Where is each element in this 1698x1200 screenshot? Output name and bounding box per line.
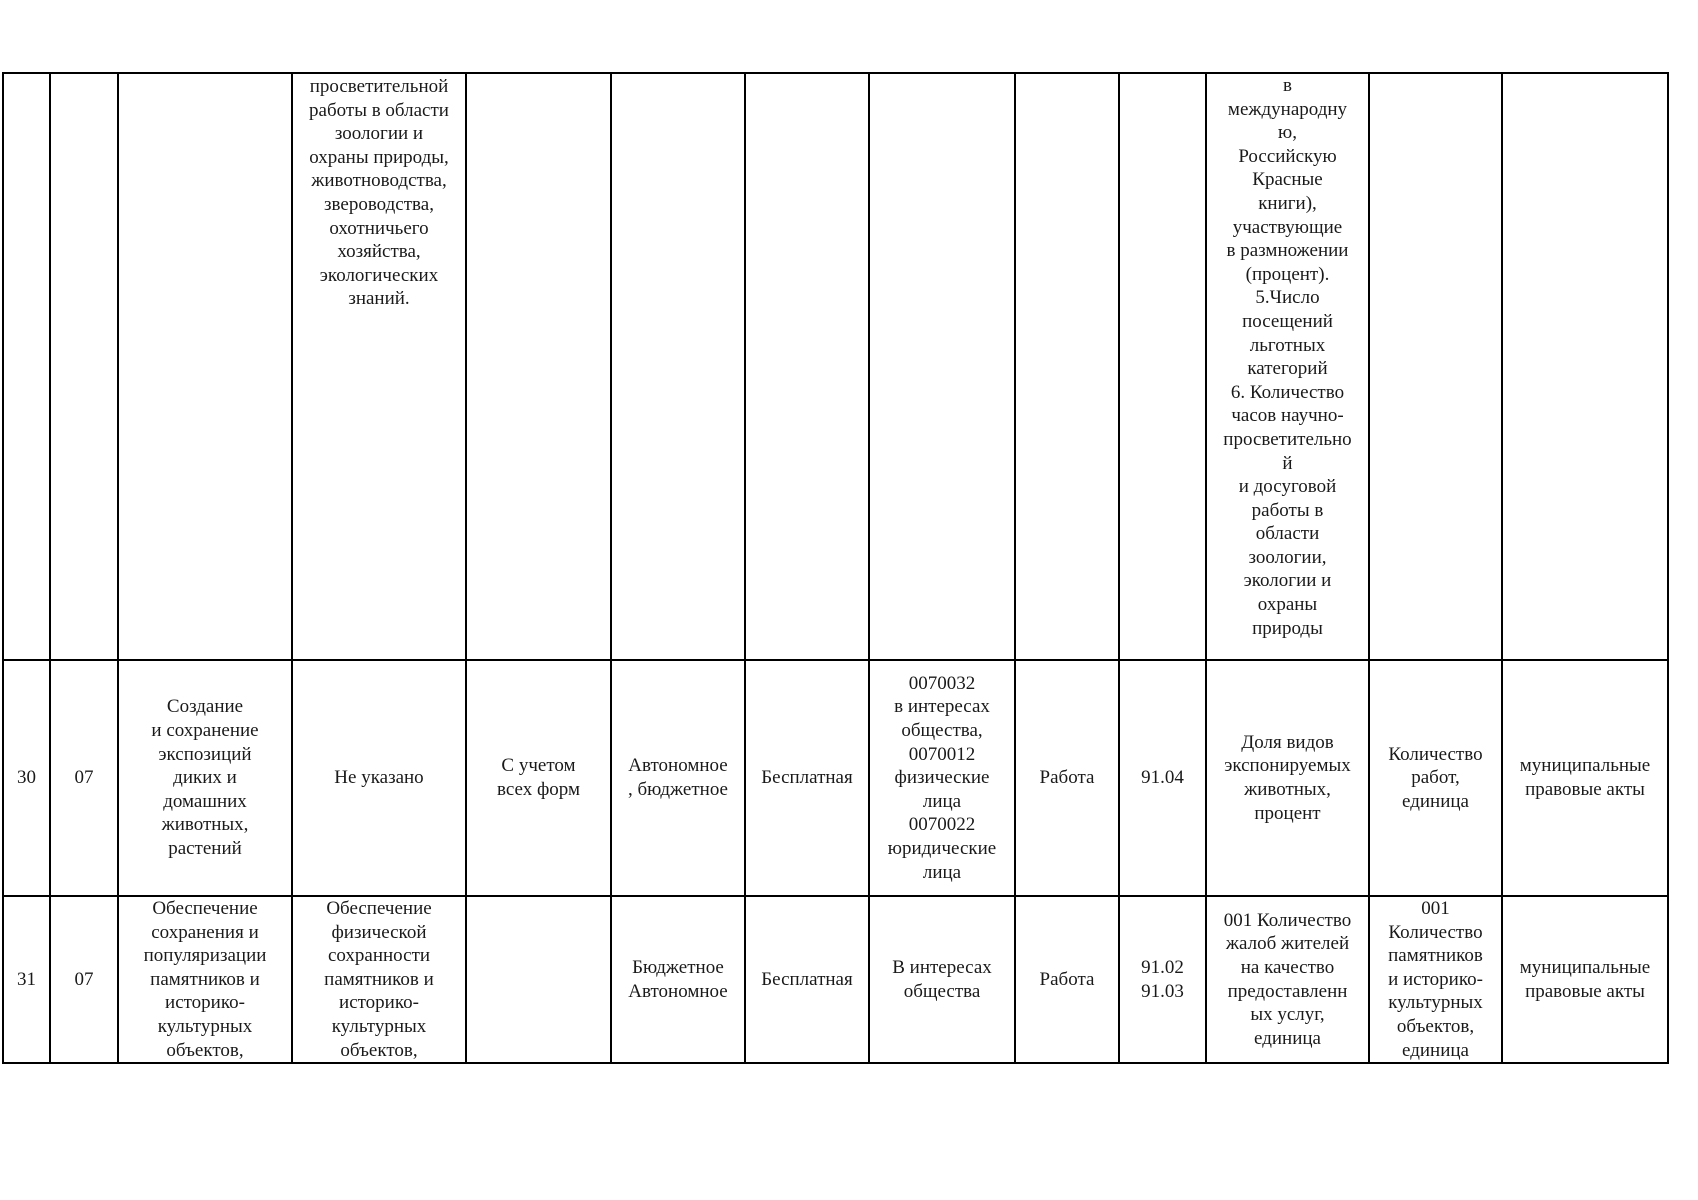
cell-conditions: С учетом всех форм [466,660,611,896]
cell-okved: 91.02 91.03 [1119,896,1206,1063]
cell-consumers: 0070032 в интересах общества, 0070012 физические лица 0070022 юридические лица [869,660,1015,896]
cell-consumers [869,73,1015,660]
cell-service-name [118,73,292,660]
cell-number: 31 [3,896,50,1063]
cell-quality-indicators: в международну ю, Российскую Красные книги), участвующие в размножении (процент). 5.Число посещений льготных категорий 6. Количество часов научно- просветительно й и досуговой работы в области зоологии, экологии и охраны природы [1206,73,1369,660]
cell-kind [1015,73,1119,660]
table-row [3,73,1668,660]
cell-payment: Бесплатная [745,660,869,896]
cell-volume-indicators: Количество работ, единица [1369,660,1502,896]
cell-consumers: В интересах общества [869,896,1015,1063]
cell-institution-type [611,73,745,660]
cell-code [50,73,118,660]
cell-legal-acts [1502,73,1668,660]
cell-service-name: Обеспечение сохранения и популяризации памятников и историко- культурных объектов, [118,896,292,1063]
cell-payment [745,73,869,660]
cell-legal-acts: муниципальные правовые акты [1502,896,1668,1063]
cell-conditions [466,896,611,1063]
cell-kind: Работа [1015,896,1119,1063]
cell-content: Обеспечение физической сохранности памятников и историко- культурных объектов, [292,896,466,1063]
cell-code: 07 [50,660,118,896]
cell-institution-type: Автономное , бюджетное [611,660,745,896]
cell-number: 30 [3,660,50,896]
cell-quality-indicators: 001 Количество жалоб жителей на качество предоставленн ых услуг, единица [1206,896,1369,1063]
cell-volume-indicators [1369,73,1502,660]
cell-code: 07 [50,896,118,1063]
cell-service-name: Создание и сохранение экспозиций диких и домашних животных, растений [118,660,292,896]
table-row [3,660,1668,896]
cell-okved: 91.04 [1119,660,1206,896]
cell-conditions [466,73,611,660]
cell-number [3,73,50,660]
cell-quality-indicators: Доля видов экспонируемых животных, процент [1206,660,1369,896]
cell-volume-indicators: 001 Количество памятников и историко- культурных объектов, единица [1369,896,1502,1063]
cell-legal-acts: муниципальные правовые акты [1502,660,1668,896]
cell-okved [1119,73,1206,660]
cell-content: Не указано [292,660,466,896]
cell-institution-type: Бюджетное Автономное [611,896,745,1063]
cell-payment: Бесплатная [745,896,869,1063]
cell-kind: Работа [1015,660,1119,896]
cell-content: просветительной работы в области зоологии и охраны природы, животноводства, звероводства, охотничьего хозяйства, экологических знаний. [292,73,466,660]
table-row [3,896,1668,1063]
services-table [2,72,1669,1064]
